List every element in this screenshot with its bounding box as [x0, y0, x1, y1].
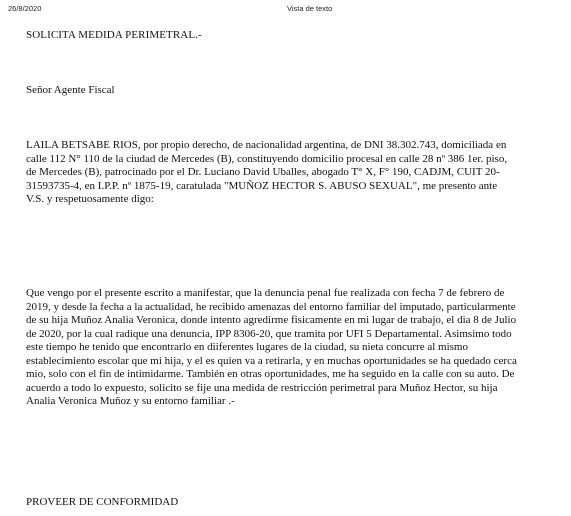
paragraph-line: acuerdo a todo lo expuesto, solicito se fije una medida de restricción perimetral para Muñoz Hector, su hija: [26, 381, 498, 394]
paragraph-line: de 2020, por la cual radique una denuncia, IPP 8306-20, que tramita por UFI 5 Departamental. Asimsimo todo: [26, 327, 512, 340]
paragraph-line: de Mercedes (B), patrocinado por el Dr. Luciano David Uballes, abogado T° X, F° 190, CADJM, CUIT 20-: [26, 166, 500, 178]
paragraph-line: establecimiento escolar que mi hija, y el es quien va a retirarla, y en muchas oportunidades se ha quedado cerca: [26, 354, 517, 367]
facts-paragraph: [26, 287, 559, 409]
paragraph-line: 31593735-4, en I.P.P. nº 1875-19, caratulada "MUÑOZ HECTOR S. ABUSO SEXUAL", me presento ante: [26, 179, 498, 192]
paragraph-line: LAILA BETSABE RIOS, por propio derecho, de nacionalidad argentina, de DNI 38.302.743, domiciliada en: [26, 139, 507, 151]
paragraph-line: de su hija Muñoz Analia Veronica, donde intento agredirme fisicamente en mi lugar de trabajo, el dia 8 de Julio: [26, 314, 517, 326]
print-header: [0, 4, 571, 16]
paragraph-line: este tiempo he tenido que encontrarlo en diiferentes lugares de la ciudad, su nieta concurre al mismo: [26, 341, 468, 353]
addressee-line: Señor Agente Fiscal: [26, 84, 115, 96]
print-date: 26/8/2020: [8, 4, 42, 13]
paragraph-line: mio, solo con el fin de intimidarme. También en otras oportunidades, me ha seguido en la calle con su auto. De: [26, 368, 515, 380]
paragraph-line: Que vengo por el presente escrito a manifestar, que la denuncia penal fue realizada con fecha 7 de febrero de: [26, 287, 505, 299]
paragraph-line: calle 112 N° 110 de la ciudad de Mercedes (B), constituyendo domicilio procesal en calle 28 nº 386 1er. piso,: [26, 152, 508, 165]
view-mode-label: Vista de texto: [287, 4, 333, 13]
paragraph-line: Analia Veronica Muñoz y su entorno familiar .-: [26, 395, 235, 407]
petitioner-paragraph: [26, 139, 556, 207]
document-title: SOLICITA MEDIDA PERIMETRAL.-: [26, 29, 202, 41]
closing-line: PROVEER DE CONFORMIDAD: [26, 496, 179, 508]
paragraph-line: 2019, y desde la fecha a la actualidad, he recibido amenazas del entorno familiar del imputado, particularmente: [26, 300, 516, 313]
paragraph-line: V.S. y respetuosamente digo:: [26, 193, 154, 205]
